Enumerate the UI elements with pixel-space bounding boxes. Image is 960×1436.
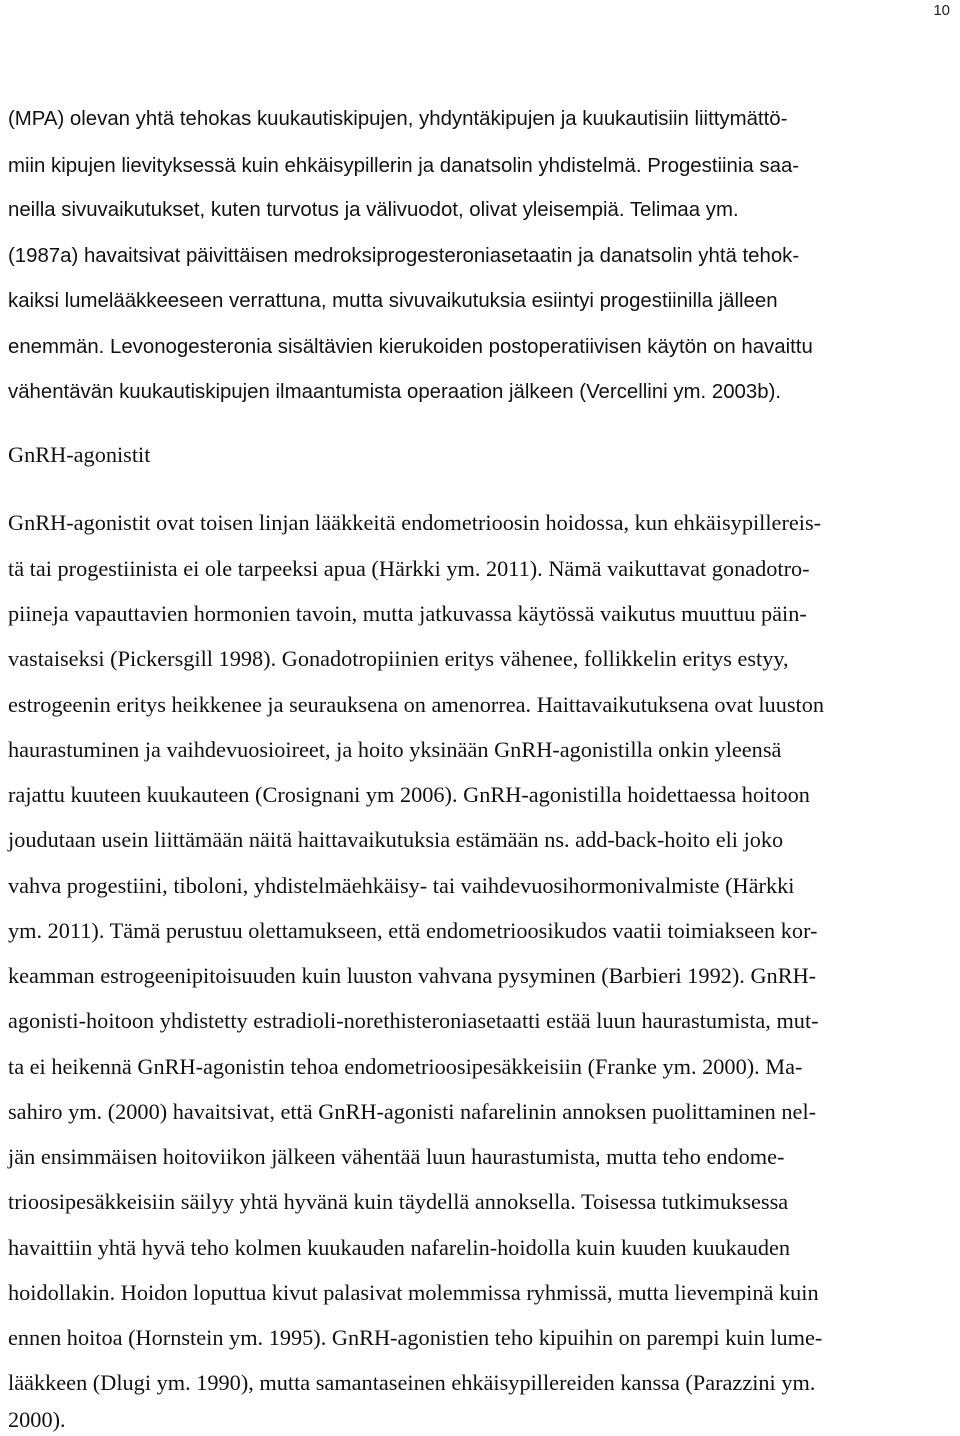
text-line: keamman estrogeenipitoisuuden kuin luuston vahvana pysyminen (Barbieri 1992). GnRH- (8, 963, 817, 988)
text-line: agonisti-hoitoon yhdistetty estradioli-norethisteroniasetaatti estää luun haurastumista, mut- (8, 1008, 819, 1033)
text-line: trioosipesäkkeisiin säilyy yhtä hyvänä kuin täydellä annoksella. Toisessa tutkimuksessa (8, 1189, 789, 1214)
text-line: tä tai progestiinista ei ole tarpeeksi apua (Härkki ym. 2011). Nämä vaikuttavat gonadotro- (8, 556, 810, 581)
text-line: miin kipujen lievityksessä kuin ehkäisypillerin ja danatsolin yhdistelmä. Progestiinia saa- (8, 155, 800, 177)
text-line: sahiro ym. (2000) havaitsivat, että GnRH-agonisti nafarelinin annoksen puolittaminen nel- (8, 1099, 817, 1124)
text-line: neilla sivuvaikutukset, kuten turvotus ja välivuodot, olivat yleisempiä. Telimaa ym. (8, 199, 739, 221)
text-line: enemmän. Levonogesteronia sisältävien kierukoiden postoperatiivisen käytön on havaittu (8, 336, 813, 358)
text-line: havaittiin yhtä hyvä teho kolmen kuukauden nafarelin-hoidolla kuin kuuden kuukauden (8, 1235, 791, 1260)
text-line: rajattu kuuteen kuukauteen (Crosignani ym 2006). GnRH-agonistilla hoidettaessa hoitoon (8, 782, 810, 807)
text-line: vastaiseksi (Pickersgill 1998). Gonadotropiinien eritys vähenee, follikkelin eritys estyy, (8, 646, 789, 671)
text-line: GnRH-agonistit ovat toisen linjan lääkkeitä endometrioosin hoidossa, kun ehkäisypillereis- (8, 510, 822, 535)
text-line: piineja vapauttavien hormonien tavoin, mutta jatkuvassa käytössä vaikutus muuttuu päin- (8, 601, 807, 626)
text-line: ym. 2011). Tämä perustuu olettamukseen, että endometrioosikudos vaatii toimiakseen kor- (8, 918, 818, 943)
text-line: estrogeenin eritys heikkenee ja seurauksena on amenorrea. Haittavaikutuksena ovat luuston (8, 692, 825, 717)
text-line: (MPA) olevan yhtä tehokas kuukautiskipujen, yhdyntäkipujen ja kuukautisiin liittymättö- (8, 108, 788, 130)
text-line: vähentävän kuukautiskipujen ilmaantumista operaation jälkeen (Vercellini ym. 2003b). (8, 381, 782, 403)
text-line: 2000). (8, 1407, 66, 1432)
section-heading: GnRH-agonistit (8, 442, 151, 467)
text-line: haurastuminen ja vaihdevuosioireet, ja hoito yksinään GnRH-agonistilla onkin yleensä (8, 737, 782, 762)
text-line: (1987a) havaitsivat päivittäisen medroksiprogesteroniasetaatin ja danatsolin yhtä tehok- (8, 245, 800, 267)
text-line: ennen hoitoa (Hornstein ym. 1995). GnRH-agonistien teho kipuihin on parempi kuin lume- (8, 1325, 823, 1350)
text-line: vahva progestiini, tiboloni, yhdistelmäehkäisy- tai vaihdevuosihormonivalmiste (Härkki (8, 873, 795, 898)
text-line: kaiksi lumelääkkeeseen verrattuna, mutta sivuvaikutuksia esiintyi progestiinilla jälleen (8, 290, 778, 312)
text-line: joudutaan usein liittämään näitä haittavaikutuksia estämään ns. add-back-hoito eli joko (8, 827, 784, 852)
text-line: lääkkeen (Dlugi ym. 1990), mutta samantaseinen ehkäisypillereiden kanssa (Parazzini ym. (8, 1370, 816, 1395)
page-number: 10 (933, 2, 950, 19)
text-line: jän ensimmäisen hoitoviikon jälkeen vähentää luun haurastumista, mutta teho endome- (8, 1144, 785, 1169)
text-line: hoidollakin. Hoidon loputtua kivut palasivat molemmissa ryhmissä, mutta lievempinä kuin (8, 1280, 819, 1305)
text-line: ta ei heikennä GnRH-agonistin tehoa endometrioosipesäkkeisiin (Franke ym. 2000). Ma- (8, 1054, 803, 1079)
